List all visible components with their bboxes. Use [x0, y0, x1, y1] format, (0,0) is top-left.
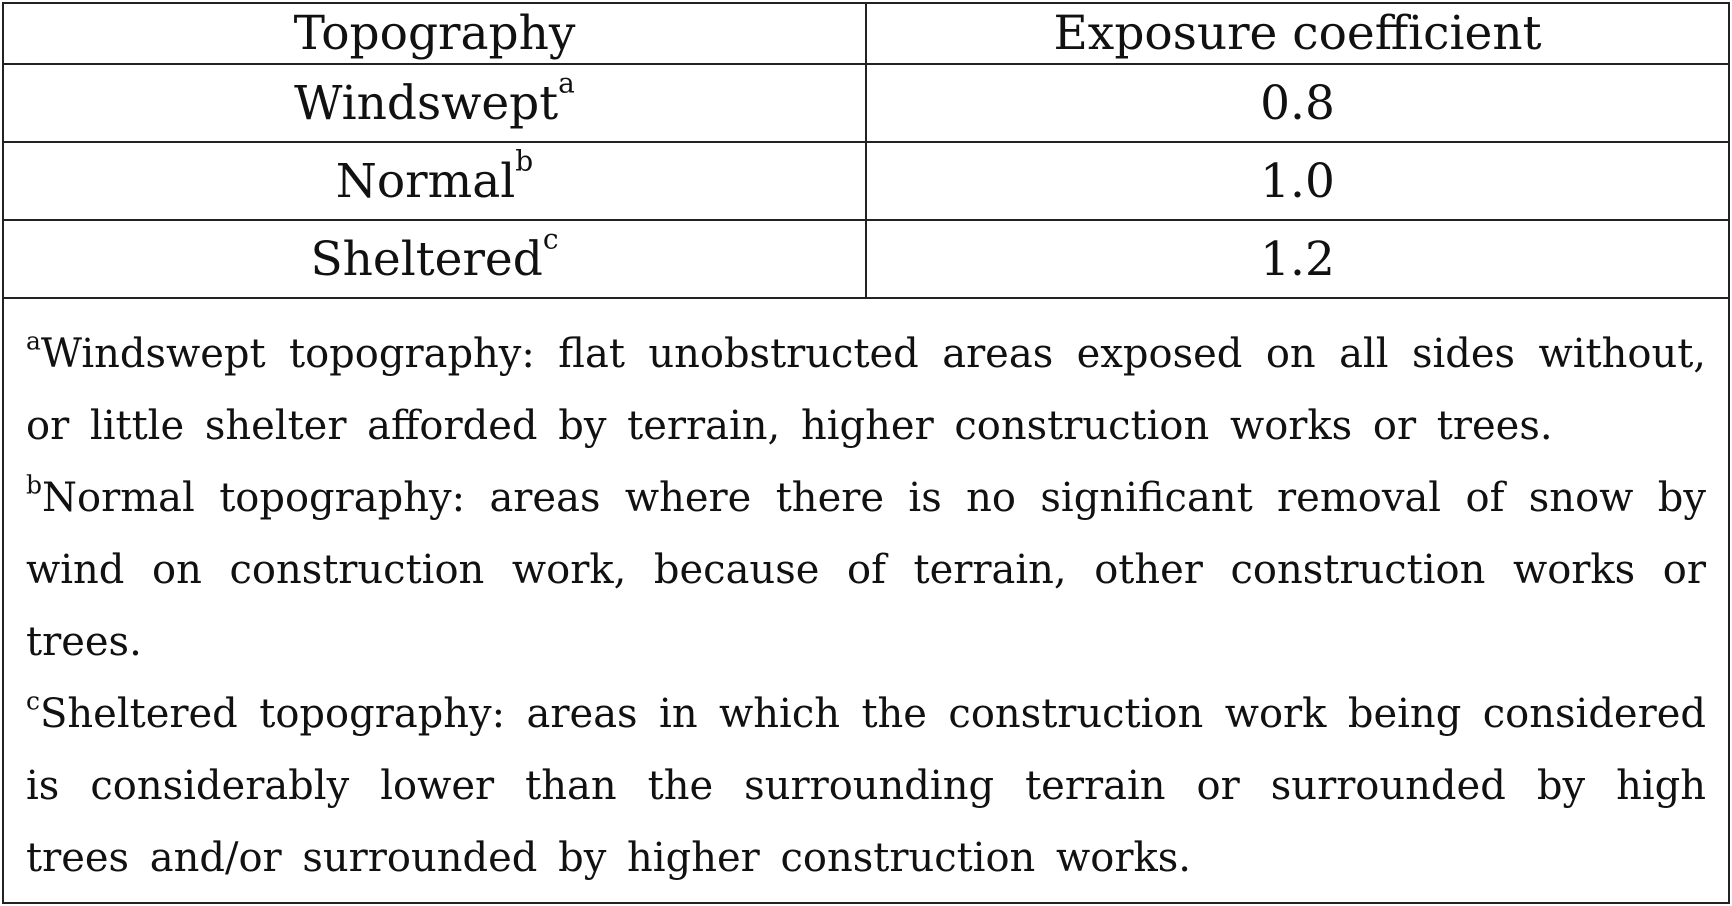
- footnotes: [26, 318, 1706, 894]
- coefficient-cell: 1.0: [866, 142, 1728, 220]
- footnote-text: Sheltered topography: areas in which the construction work being considered is considerably lower than the surrounding terrain or surrounded by high trees and/or surrounded by higher construction works.: [26, 691, 1706, 881]
- footnote-text: Normal topography: areas where there is no significant removal of snow by wind on construction work, because of terrain, other construction works or trees.: [26, 475, 1706, 665]
- topography-cell: [4, 220, 866, 298]
- footnote-normal: [26, 462, 1706, 678]
- column-header-exposure-coefficient: Exposure coefficient: [866, 4, 1728, 64]
- table-row: [4, 64, 1728, 142]
- column-header-topography: Topography: [4, 4, 866, 64]
- topography-cell: [4, 142, 866, 220]
- topography-label: Normal: [335, 153, 516, 209]
- footnote-marker: c: [26, 686, 41, 716]
- table-row: [4, 220, 1728, 298]
- footnote-sheltered: [26, 678, 1706, 894]
- topography-label: Sheltered: [310, 231, 543, 287]
- footnote-marker: c: [542, 221, 559, 255]
- footnote-text: Windswept topography: flat unobstructed areas exposed on all sides without, or little shelter afforded by terrain, higher construction works or trees.: [26, 331, 1706, 449]
- topography-cell: [4, 64, 866, 142]
- table-header-row: [4, 4, 1728, 64]
- table-row: [4, 142, 1728, 220]
- coefficient-cell: 0.8: [866, 64, 1728, 142]
- topography-label: Windswept: [294, 75, 559, 131]
- data-table: [4, 4, 1728, 299]
- coefficient-cell: 1.2: [866, 220, 1728, 298]
- footnote-marker: a: [26, 326, 41, 356]
- footnote-windswept: [26, 318, 1706, 462]
- footnote-marker: b: [26, 470, 43, 500]
- footnote-marker: a: [558, 65, 575, 99]
- footnote-marker: b: [515, 143, 534, 177]
